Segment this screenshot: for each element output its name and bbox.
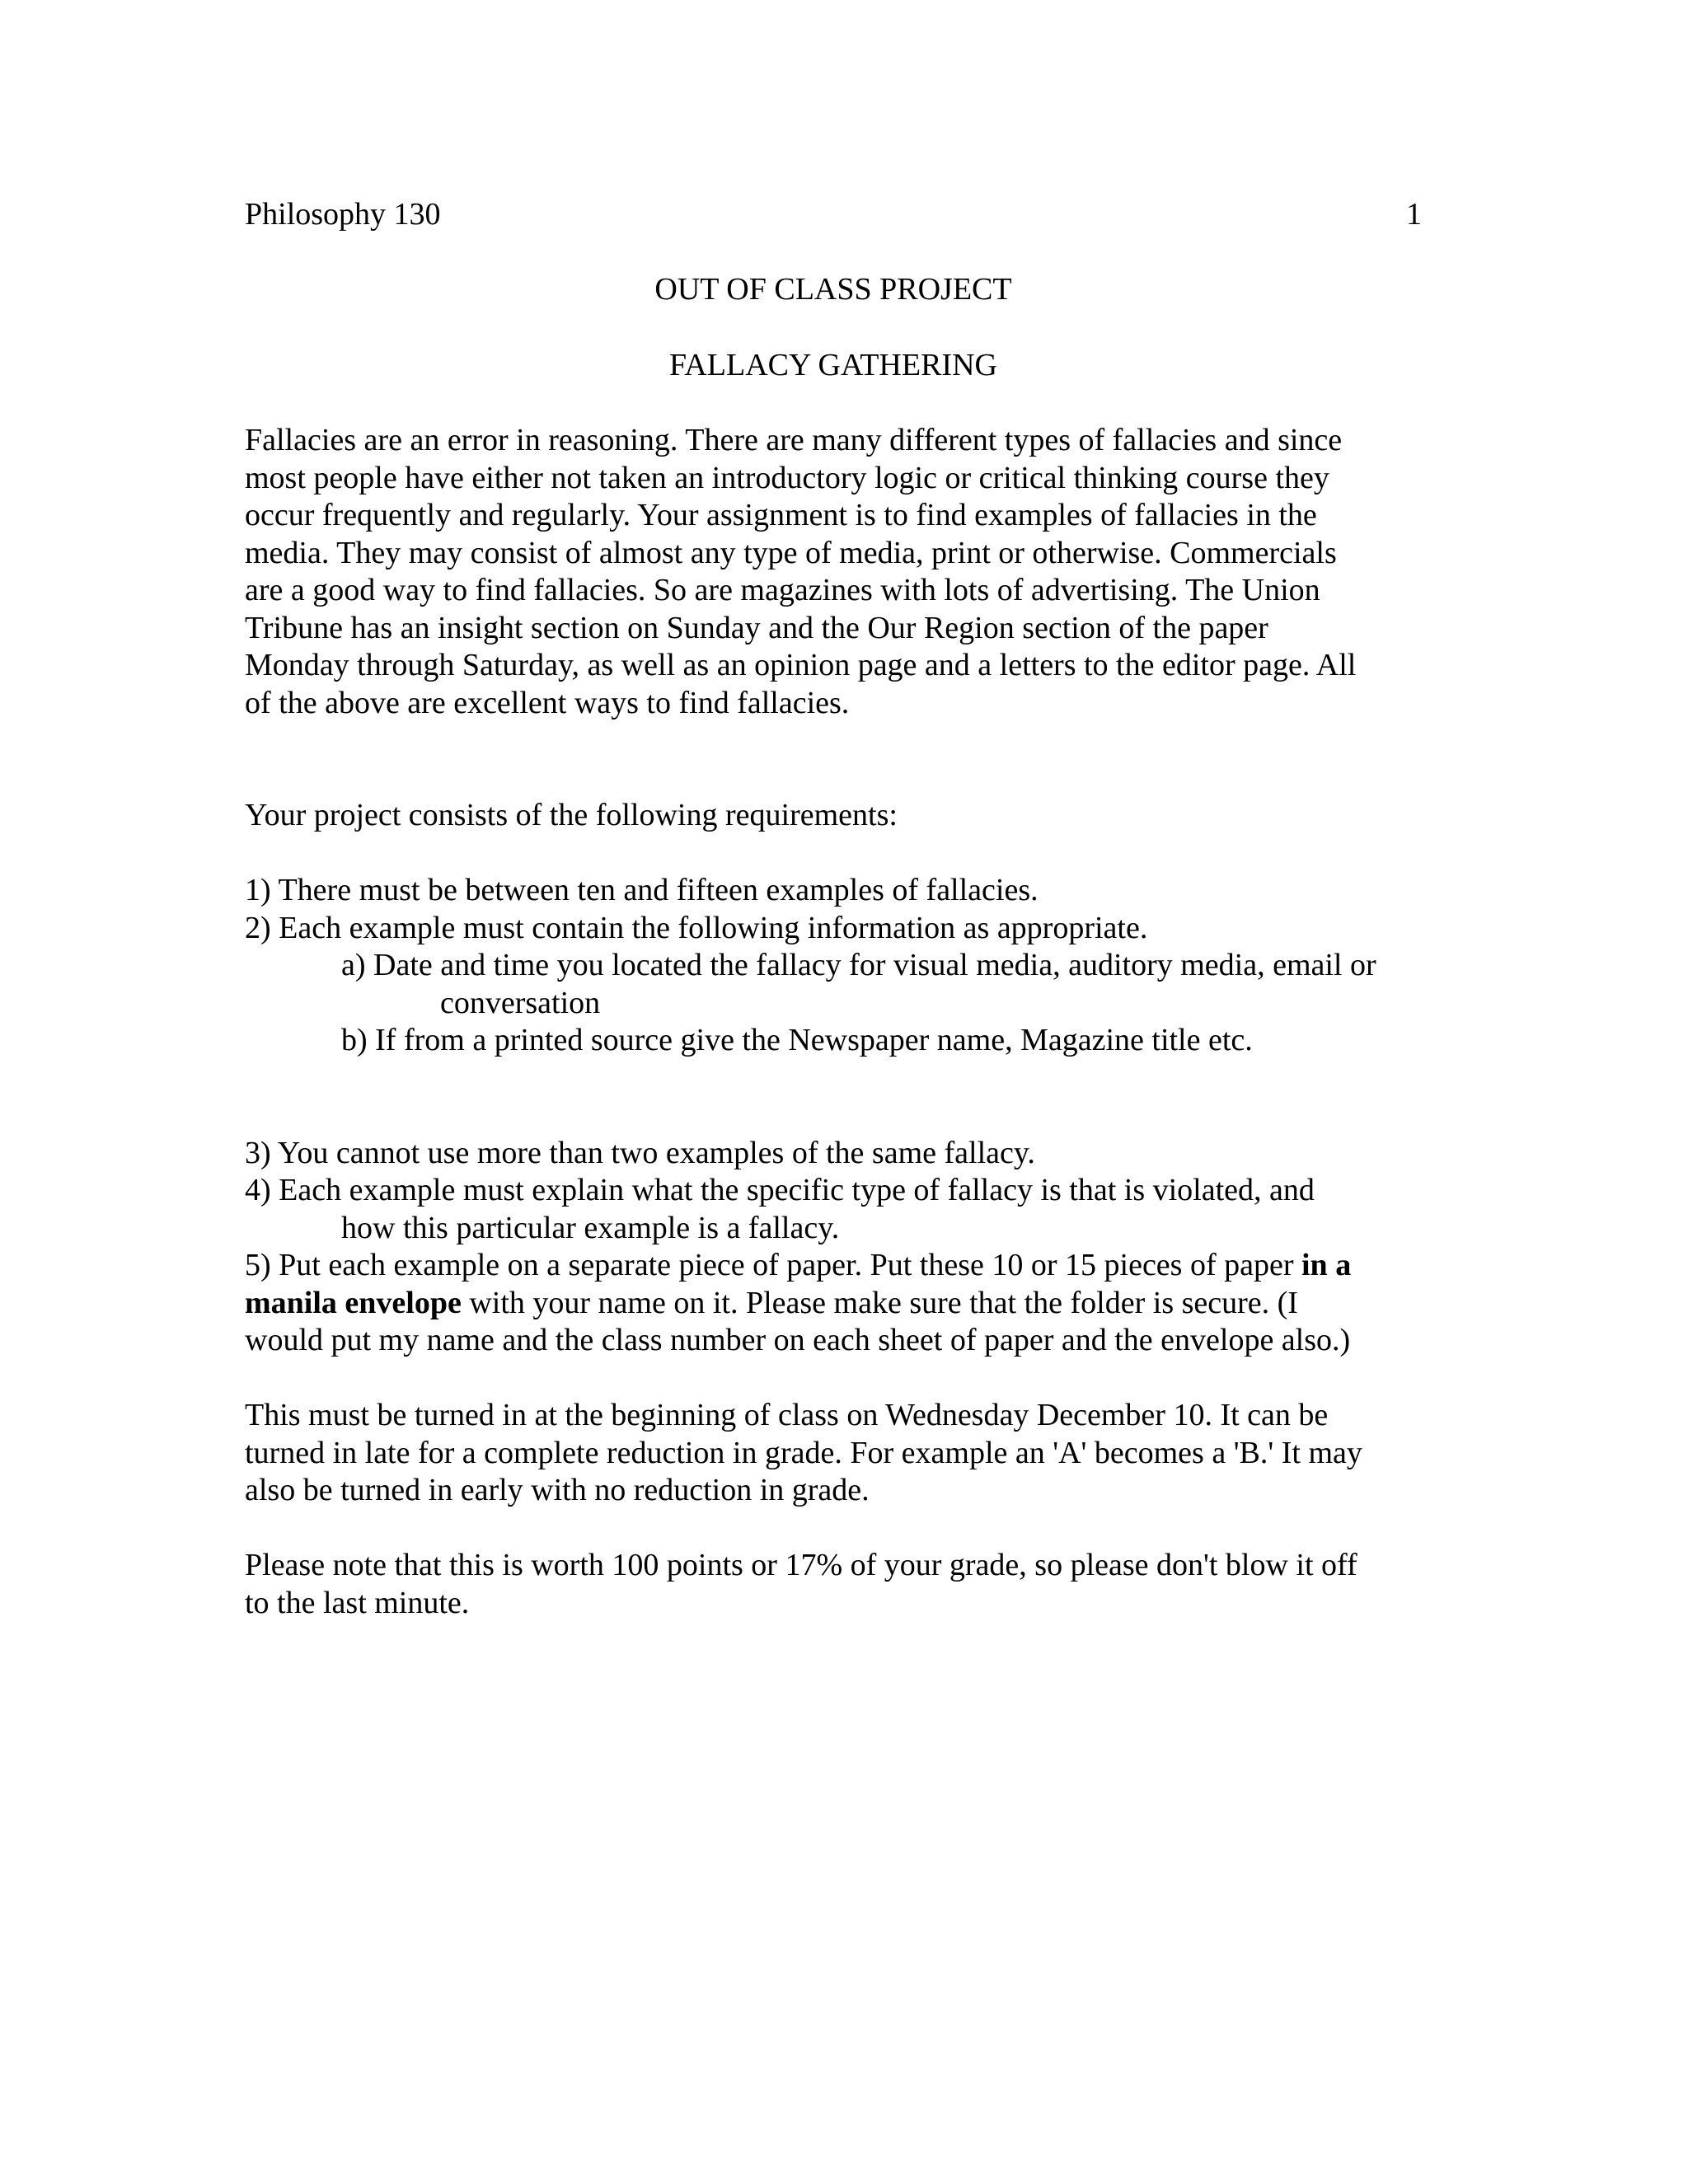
- deadline-line: also be turned in early with no reduction in grade.: [245, 1473, 870, 1507]
- intro-line: of the above are excellent ways to find fallacies.: [245, 685, 850, 720]
- requirement-5-text: 5) Put each example on a separate piece of paper. Put these 10 or 15 pieces of paper: [245, 1248, 1301, 1282]
- requirements-list: [245, 872, 1422, 1360]
- requirement-5-line-3: would put my name and the class number on each sheet of paper and the envelope also.): [245, 1323, 1351, 1357]
- requirement-5-emphasis: manila envelope: [245, 1285, 462, 1320]
- requirement-5-text: with your name on it. Please make sure that the folder is secure. (I: [461, 1285, 1298, 1320]
- intro-line: occur frequently and regularly. Your assignment is to find examples of fallacies in the: [245, 498, 1317, 532]
- intro-line: Fallacies are an error in reasoning. There are many different types of fallacies and since: [245, 423, 1343, 457]
- note-line: Please note that this is worth 100 points or 17% of your grade, so please don't blow it off: [245, 1548, 1357, 1582]
- page-header: [245, 196, 1422, 234]
- page-number: 1: [1406, 197, 1422, 232]
- requirements-intro: Your project consists of the following requirements:: [245, 798, 898, 832]
- course-name: Philosophy 130: [245, 197, 441, 232]
- document-page: [245, 196, 1422, 1622]
- deadline-paragraph: [245, 1397, 1422, 1510]
- project-title: OUT OF CLASS PROJECT: [654, 272, 1012, 307]
- requirement-2a: a) Date and time you located the fallacy for visual media, auditory media, email or: [341, 948, 1376, 982]
- deadline-line: This must be turned in at the beginning of class on Wednesday December 10. It can be: [245, 1398, 1329, 1432]
- intro-line: Tribune has an insight section on Sunday and the Our Region section of the paper: [245, 610, 1268, 645]
- requirement-5-line-2: [245, 1285, 1422, 1323]
- intro-line: are a good way to find fallacies. So are magazines with lots of advertising. The Union: [245, 573, 1320, 607]
- requirement-4-continued: how this particular example is a fallacy.: [341, 1210, 840, 1245]
- intro-line: media. They may consist of almost any type of media, print or otherwise. Commercials: [245, 535, 1337, 570]
- deadline-line: turned in late for a complete reduction in grade. For example an 'A' becomes a 'B.' It may: [245, 1435, 1362, 1470]
- requirement-5-emphasis: in a: [1301, 1248, 1352, 1282]
- requirement-5: [245, 1247, 1422, 1285]
- intro-line: Monday through Saturday, as well as an opinion page and a letters to the editor page. All: [245, 648, 1357, 682]
- requirement-1: 1) There must be between ten and fifteen examples of fallacies.: [245, 873, 1039, 907]
- grade-note-paragraph: [245, 1547, 1422, 1622]
- note-line: to the last minute.: [245, 1585, 470, 1620]
- requirement-2b: b) If from a printed source give the Newspaper name, Magazine title etc.: [341, 1023, 1253, 1057]
- requirement-4: 4) Each example must explain what the specific type of fallacy is that is violated, and: [245, 1173, 1315, 1207]
- intro-line: most people have either not taken an introductory logic or critical thinking course they: [245, 460, 1329, 495]
- requirement-3: 3) You cannot use more than two examples of the same fallacy.: [245, 1135, 1035, 1170]
- topic-title: FALLACY GATHERING: [669, 347, 997, 382]
- requirement-2: 2) Each example must contain the following information as appropriate.: [245, 910, 1148, 945]
- intro-paragraph: [245, 422, 1422, 722]
- requirement-2a-continued: conversation: [440, 985, 601, 1020]
